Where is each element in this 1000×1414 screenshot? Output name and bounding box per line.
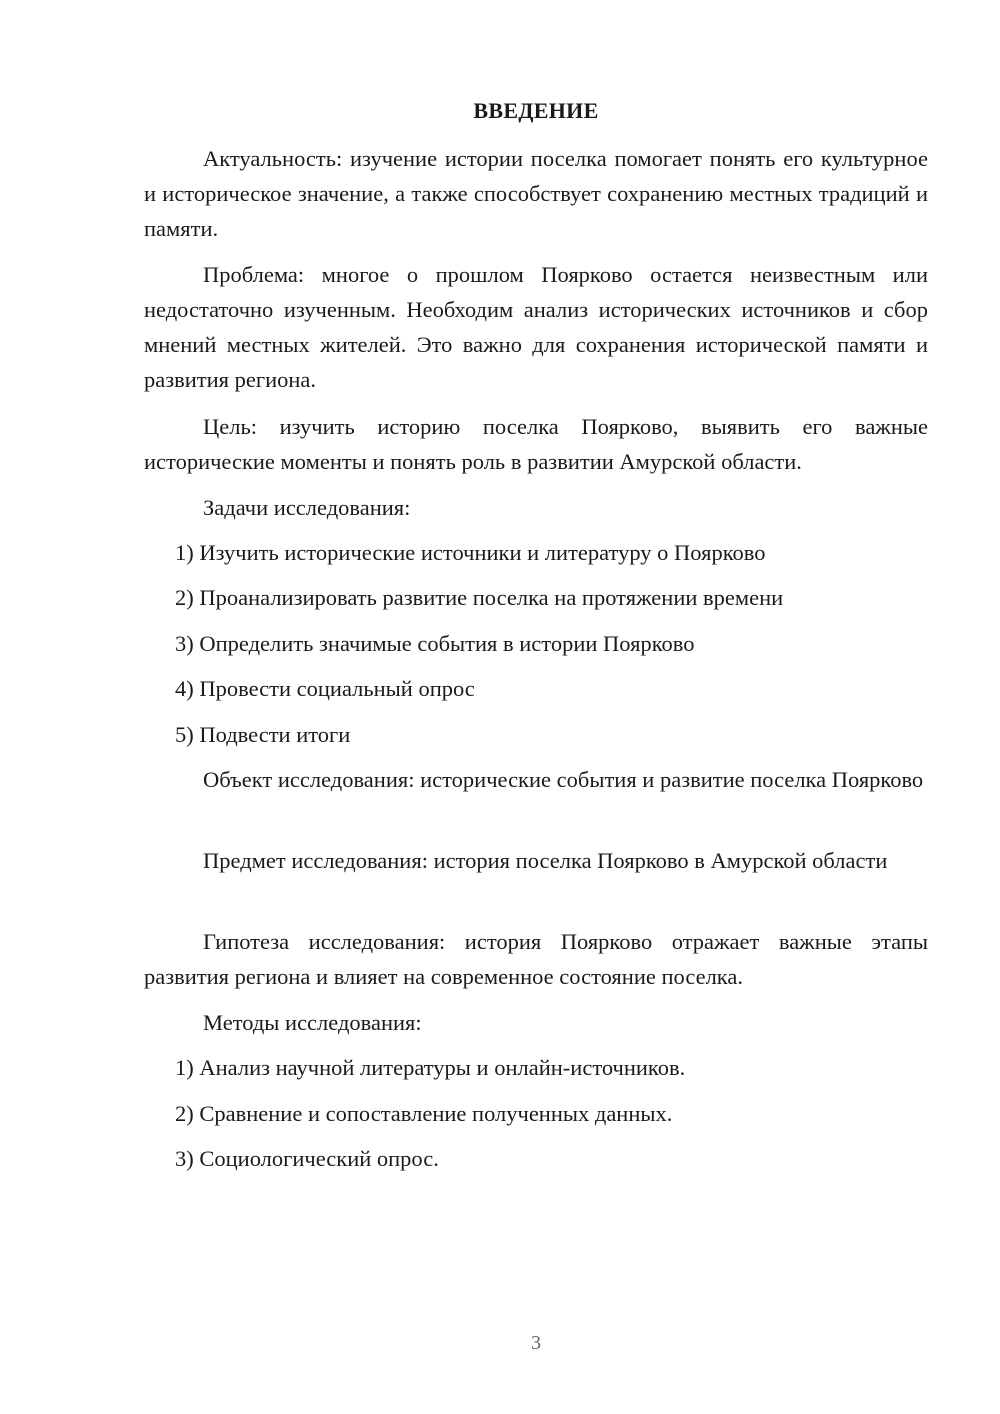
task-item: 3) Определить значимые события в истории Поярково [175, 631, 695, 656]
method-item: 3) Социологический опрос. [175, 1146, 439, 1171]
task-item: 1) Изучить исторические источники и литературу о Поярково [175, 540, 766, 565]
tasks-heading: Задачи исследования: [203, 495, 411, 520]
hypothesis-paragraph: Гипотеза исследования: история Поярково отражает важные этапы развития региона и влияет на современное состояние поселка. [144, 929, 928, 989]
goal-paragraph: Цель: изучить историю поселка Поярково, выявить его важные исторические моменты и понять роль в развитии Амурской области. [144, 414, 928, 474]
methods-heading: Методы исследования: [203, 1010, 422, 1035]
task-item: 4) Провести социальный опрос [175, 676, 475, 701]
method-item: 2) Сравнение и сопоставление полученных данных. [175, 1101, 673, 1126]
page-title: ВВЕДЕНИЕ [473, 98, 599, 123]
subject-paragraph: Предмет исследования: история поселка Поярково в Амурской области [203, 848, 888, 873]
task-item: 2) Проанализировать развитие поселка на протяжении времени [175, 585, 784, 610]
task-item: 5) Подвести итоги [175, 722, 351, 747]
relevance-paragraph: Актуальность: изучение истории поселка помогает понять его культурное и историческое значение, а также способствует сохранению местных традиций и памяти. [144, 146, 928, 241]
page-number: 3 [531, 1332, 541, 1354]
object-paragraph: Объект исследования: исторические события и развитие поселка Поярково [203, 767, 924, 792]
problem-paragraph: Проблема: многое о прошлом Поярково остается неизвестным или недостаточно изученным. Необходим анализ исторических источников и сбор мнений местных жителей. Это важно для сохранения исторической памяти и развития региона. [144, 262, 928, 392]
method-item: 1) Анализ научной литературы и онлайн-источников. [175, 1055, 686, 1080]
